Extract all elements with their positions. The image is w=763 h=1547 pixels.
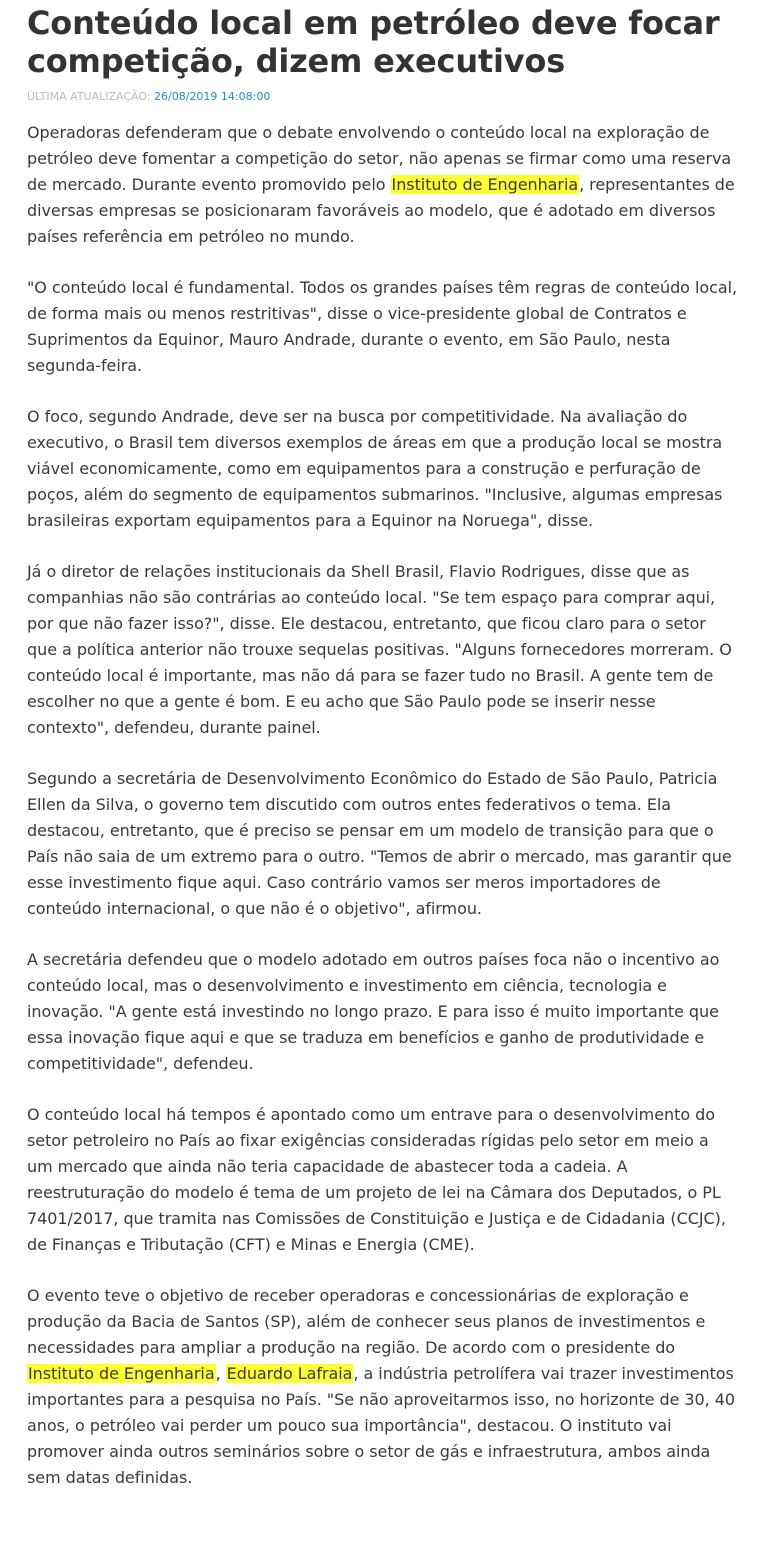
highlight-instituto-de-engenharia: Instituto de Engenharia (391, 175, 579, 194)
paragraph-7: O conteúdo local há tempos é apontado como um entrave para o desenvolvimento do setor petroleiro no País ao fixar exigências consideradas rígidas pelo setor em meio a um mercado que ainda não teria capacidade de abastecer toda a cadeia. A reestruturação do modelo é tema de um projeto de lei na Câmara dos Deputados, o PL 7401/2017, que tramita nas Comissões de Constituição e Justiça e de Cidadania (CCJC), de Finanças e Tributação (CFT) e Minas e Energia (CME). (27, 1105, 726, 1254)
news-article (27, 0, 739, 1516)
separator-text: , (215, 1364, 226, 1383)
last-updated-meta (27, 90, 739, 104)
paragraph-6: A secretária defendeu que o modelo adotado em outros países foca não o incentivo ao conteúdo local, mas o desenvolvimento e investimento em ciência, tecnologia e inovação. "A gente está investindo no longo prazo. E para isso é muito importante que essa inovação fique aqui e que se traduza em benefícios e ganho de produtividade e competitividade", defendeu. (27, 950, 720, 1073)
paragraph-2: "O conteúdo local é fundamental. Todos os grandes países têm regras de conteúdo local, de forma mais ou menos restritivas", disse o vice-presidente global de Contratos e Suprimentos da Equinor, Mauro Andrade, durante o evento, em São Paulo, nesta segunda-feira. (27, 278, 738, 375)
last-updated-label: ÚLTIMA ATUALIZAÇÃO: (27, 90, 151, 103)
article-body (27, 120, 739, 1491)
paragraph-4: Já o diretor de relações institucionais da Shell Brasil, Flavio Rodrigues, disse que as companhias não são contrárias ao conteúdo local. "Se tem espaço para comprar aqui, por que não fazer isso?", disse. Ele destacou, entretanto, que ficou claro para o setor que a política anterior não trouxe sequelas positivas. "Alguns fornecedores morreram. O conteúdo local é importante, mas não dá para se fazer tudo no Brasil. A gente tem de escolher no que a gente é bom. E eu acho que São Paulo pode se inserir nesse contexto", defendeu, durante painel. (27, 562, 732, 737)
paragraph-text: O evento teve o objetivo de receber operadoras e concessionárias de exploração e produção da Bacia de Santos (SP), além de conhecer seus planos de investimentos e necessidades para ampliar a produção na região. De acordo com o presidente do (27, 1286, 706, 1357)
highlight-instituto-de-engenharia: Instituto de Engenharia (28, 1364, 215, 1383)
paragraph-text: Operadoras defenderam que o debate envolvendo o conteúdo local na exploração de petróleo deve fomentar a competição do setor, não apenas se firmar como uma reserva de mercado. Durante evento promovido pelo (27, 123, 732, 194)
article-headline: Conteúdo local em petróleo deve focar competição, dizem executivos (27, 4, 720, 80)
paragraph-5: Segundo a secretária de Desenvolvimento Econômico do Estado de São Paulo, Patricia Ellen da Silva, o governo tem discutido com outros entes federativos o tema. Ela destacou, entretanto, que é preciso se pensar em um modelo de transição para que o País não saia de um extremo para o outro. "Temos de abrir o mercado, mas garantir que esse investimento fique aqui. Caso contrário vamos ser meros importadores de conteúdo internacional, o que não é o objetivo", afirmou. (27, 769, 732, 918)
paragraph-text: , a indústria petrolífera vai trazer investimentos importantes para a pesquisa no País. "Se não aproveitarmos isso, no horizonte de 30, 40 anos, o petróleo vai perder um pouco sua importância", destacou. O instituto vai promover ainda outros seminários sobre o setor de gás e infraestrutura, ambos ainda sem datas definidas. (27, 1364, 736, 1487)
paragraph-1 (27, 120, 739, 250)
last-updated-date: 26/08/2019 14:08:00 (154, 90, 271, 103)
paragraph-8 (27, 1283, 739, 1491)
highlight-eduardo-lafraia: Eduardo Lafraia (226, 1364, 353, 1383)
paragraph-3: O foco, segundo Andrade, deve ser na busca por competitividade. Na avaliação do executivo, o Brasil tem diversos exemplos de áreas em que a produção local se mostra viável economicamente, como em equipamentos para a construção e perfuração de poços, além do segmento de equipamentos submarinos. "Inclusive, algumas empresas brasileiras exportam equipamentos para a Equinor na Noruega", disse. (27, 407, 723, 530)
paragraph-text: , representantes de diversas empresas se posicionaram favoráveis ao modelo, que é adotado em diversos países referência em petróleo no mundo. (27, 175, 735, 246)
